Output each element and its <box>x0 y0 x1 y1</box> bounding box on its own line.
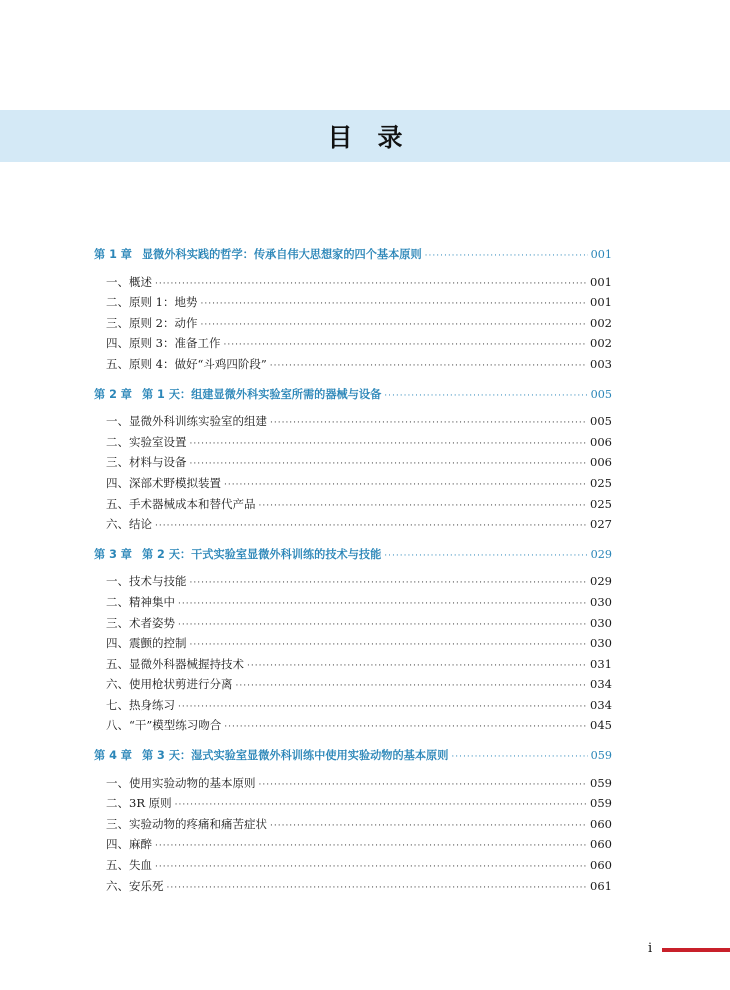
dot-leader <box>451 747 587 768</box>
dot-leader <box>224 717 587 738</box>
dot-leader <box>247 656 587 677</box>
section-page: 030 <box>590 594 612 609</box>
section-row[interactable] <box>94 674 612 695</box>
dot-leader <box>190 573 588 594</box>
section-page: 030 <box>590 615 612 630</box>
section-page: 029 <box>590 574 612 589</box>
section-label: 一、技术与技能 <box>106 574 187 589</box>
section-label: 二、精神集中 <box>106 594 175 609</box>
section-page: 027 <box>590 517 612 532</box>
chapter-3 <box>94 545 612 736</box>
section-page: 059 <box>590 775 612 790</box>
section-label: 六、结论 <box>106 517 152 532</box>
chapter-page: 029 <box>590 547 612 561</box>
chapter-title: 显微外科实践的哲学：传承自伟大思想家的四个基本原则 <box>141 248 422 261</box>
section-page: 034 <box>590 697 612 712</box>
section-page: 060 <box>590 816 612 831</box>
chapter-number: 第 1 章 <box>94 248 132 261</box>
dot-leader <box>155 836 587 857</box>
section-row[interactable] <box>94 793 612 814</box>
section-row[interactable] <box>94 592 612 613</box>
section-row[interactable] <box>94 432 612 453</box>
section-row[interactable] <box>94 494 612 515</box>
section-row[interactable] <box>94 715 612 736</box>
chapter-2 <box>94 385 612 535</box>
dot-leader <box>384 546 587 567</box>
section-row[interactable] <box>94 354 612 375</box>
dot-leader <box>259 496 588 517</box>
section-label: 二、原则 1：地势 <box>106 295 198 310</box>
section-page: 006 <box>590 434 612 449</box>
section-label: 八、“干”模型练习吻合 <box>106 718 222 733</box>
section-page: 001 <box>590 274 612 289</box>
section-label: 五、显微外科器械握持技术 <box>106 656 244 671</box>
title-band <box>0 110 730 162</box>
section-row[interactable] <box>94 272 612 293</box>
section-page: 002 <box>590 336 612 351</box>
dot-leader <box>190 454 588 475</box>
section-label: 二、3R 原则 <box>106 796 172 811</box>
section-label: 三、术者姿势 <box>106 615 175 630</box>
dot-leader <box>178 594 587 615</box>
section-label: 七、热身练习 <box>106 697 175 712</box>
section-page: 060 <box>590 858 612 873</box>
section-row[interactable] <box>94 814 612 835</box>
dot-leader <box>270 356 587 377</box>
section-label: 四、震颤的控制 <box>106 636 187 651</box>
section-row[interactable] <box>94 333 612 354</box>
section-page: 034 <box>590 677 612 692</box>
section-page: 002 <box>590 315 612 330</box>
section-label: 三、材料与设备 <box>106 455 187 470</box>
section-row[interactable] <box>94 834 612 855</box>
section-page: 030 <box>590 636 612 651</box>
dot-leader <box>224 475 587 496</box>
section-label: 五、原则 4：做好“斗鸡四阶段” <box>106 356 267 371</box>
section-page: 031 <box>590 656 612 671</box>
section-row[interactable] <box>94 411 612 432</box>
section-page: 025 <box>590 496 612 511</box>
section-row[interactable] <box>94 613 612 634</box>
chapter-page: 001 <box>590 248 612 261</box>
footer-accent-bar <box>662 948 730 952</box>
section-page: 001 <box>590 295 612 310</box>
dot-leader <box>259 775 588 796</box>
section-row[interactable] <box>94 292 612 313</box>
dot-leader <box>236 676 588 697</box>
section-row[interactable] <box>94 633 612 654</box>
section-page: 003 <box>590 356 612 371</box>
dot-leader <box>155 857 587 878</box>
dot-leader <box>190 635 588 656</box>
dot-leader <box>270 816 587 837</box>
section-label: 四、原则 3：准备工作 <box>106 336 221 351</box>
chapter-page: 059 <box>590 749 612 763</box>
dot-leader <box>178 615 587 636</box>
section-label: 四、深部术野模拟装置 <box>106 475 221 490</box>
section-row[interactable] <box>94 876 612 897</box>
chapter-title: 第 3 天：湿式实验室显微外科训练中使用实验动物的基本原则 <box>141 749 449 763</box>
chapter-number: 第 3 章 <box>94 547 132 561</box>
section-row[interactable] <box>94 654 612 675</box>
section-row[interactable] <box>94 452 612 473</box>
section-row[interactable] <box>94 473 612 494</box>
dot-leader <box>190 434 588 455</box>
chapter-1 <box>94 245 612 375</box>
section-page: 006 <box>590 455 612 470</box>
section-page: 045 <box>590 718 612 733</box>
dot-leader <box>200 294 587 315</box>
section-label: 四、麻醉 <box>106 837 152 852</box>
chapter-title: 第 1 天：组建显微外科实验室所需的器械与设备 <box>141 387 382 401</box>
section-label: 六、使用枪状剪进行分离 <box>106 677 233 692</box>
dot-leader <box>175 795 587 816</box>
chapter-heading[interactable] <box>94 385 612 406</box>
section-row[interactable] <box>94 514 612 535</box>
section-label: 二、实验室设置 <box>106 434 187 449</box>
section-label: 六、安乐死 <box>106 878 164 893</box>
section-page: 060 <box>590 837 612 852</box>
chapter-heading[interactable] <box>94 746 612 767</box>
dot-leader <box>167 878 588 899</box>
chapter-4 <box>94 746 612 896</box>
dot-leader <box>425 246 588 267</box>
chapter-title: 第 2 天：干式实验室显微外科训练的技术与技能 <box>141 547 382 561</box>
dot-leader <box>155 516 587 537</box>
section-label: 三、原则 2：动作 <box>106 315 198 330</box>
section-row[interactable] <box>94 571 612 592</box>
section-label: 一、使用实验动物的基本原则 <box>106 775 256 790</box>
page-number: i <box>648 941 653 956</box>
dot-leader <box>223 335 587 356</box>
chapter-heading[interactable] <box>94 245 612 266</box>
page-title: 目 录 <box>327 123 403 152</box>
chapter-heading[interactable] <box>94 545 612 566</box>
section-row[interactable] <box>94 773 612 794</box>
section-row[interactable] <box>94 695 612 716</box>
dot-leader <box>155 274 587 295</box>
section-row[interactable] <box>94 855 612 876</box>
section-label: 一、显微外科训练实验室的组建 <box>106 414 267 429</box>
section-page: 059 <box>590 796 612 811</box>
dot-leader <box>178 697 587 718</box>
dot-leader <box>384 386 587 407</box>
section-page: 025 <box>590 475 612 490</box>
dot-leader <box>200 315 587 336</box>
chapter-number: 第 2 章 <box>94 387 132 401</box>
section-page: 005 <box>590 414 612 429</box>
section-label: 一、概述 <box>106 274 152 289</box>
section-label: 五、手术器械成本和替代产品 <box>106 496 256 511</box>
dot-leader <box>270 413 587 434</box>
section-row[interactable] <box>94 313 612 334</box>
chapter-number: 第 4 章 <box>94 749 132 763</box>
section-label: 五、失血 <box>106 858 152 873</box>
section-page: 061 <box>590 878 612 893</box>
chapter-page: 005 <box>590 387 612 401</box>
section-label: 三、实验动物的疼痛和痛苦症状 <box>106 816 267 831</box>
table-of-contents <box>94 245 612 906</box>
